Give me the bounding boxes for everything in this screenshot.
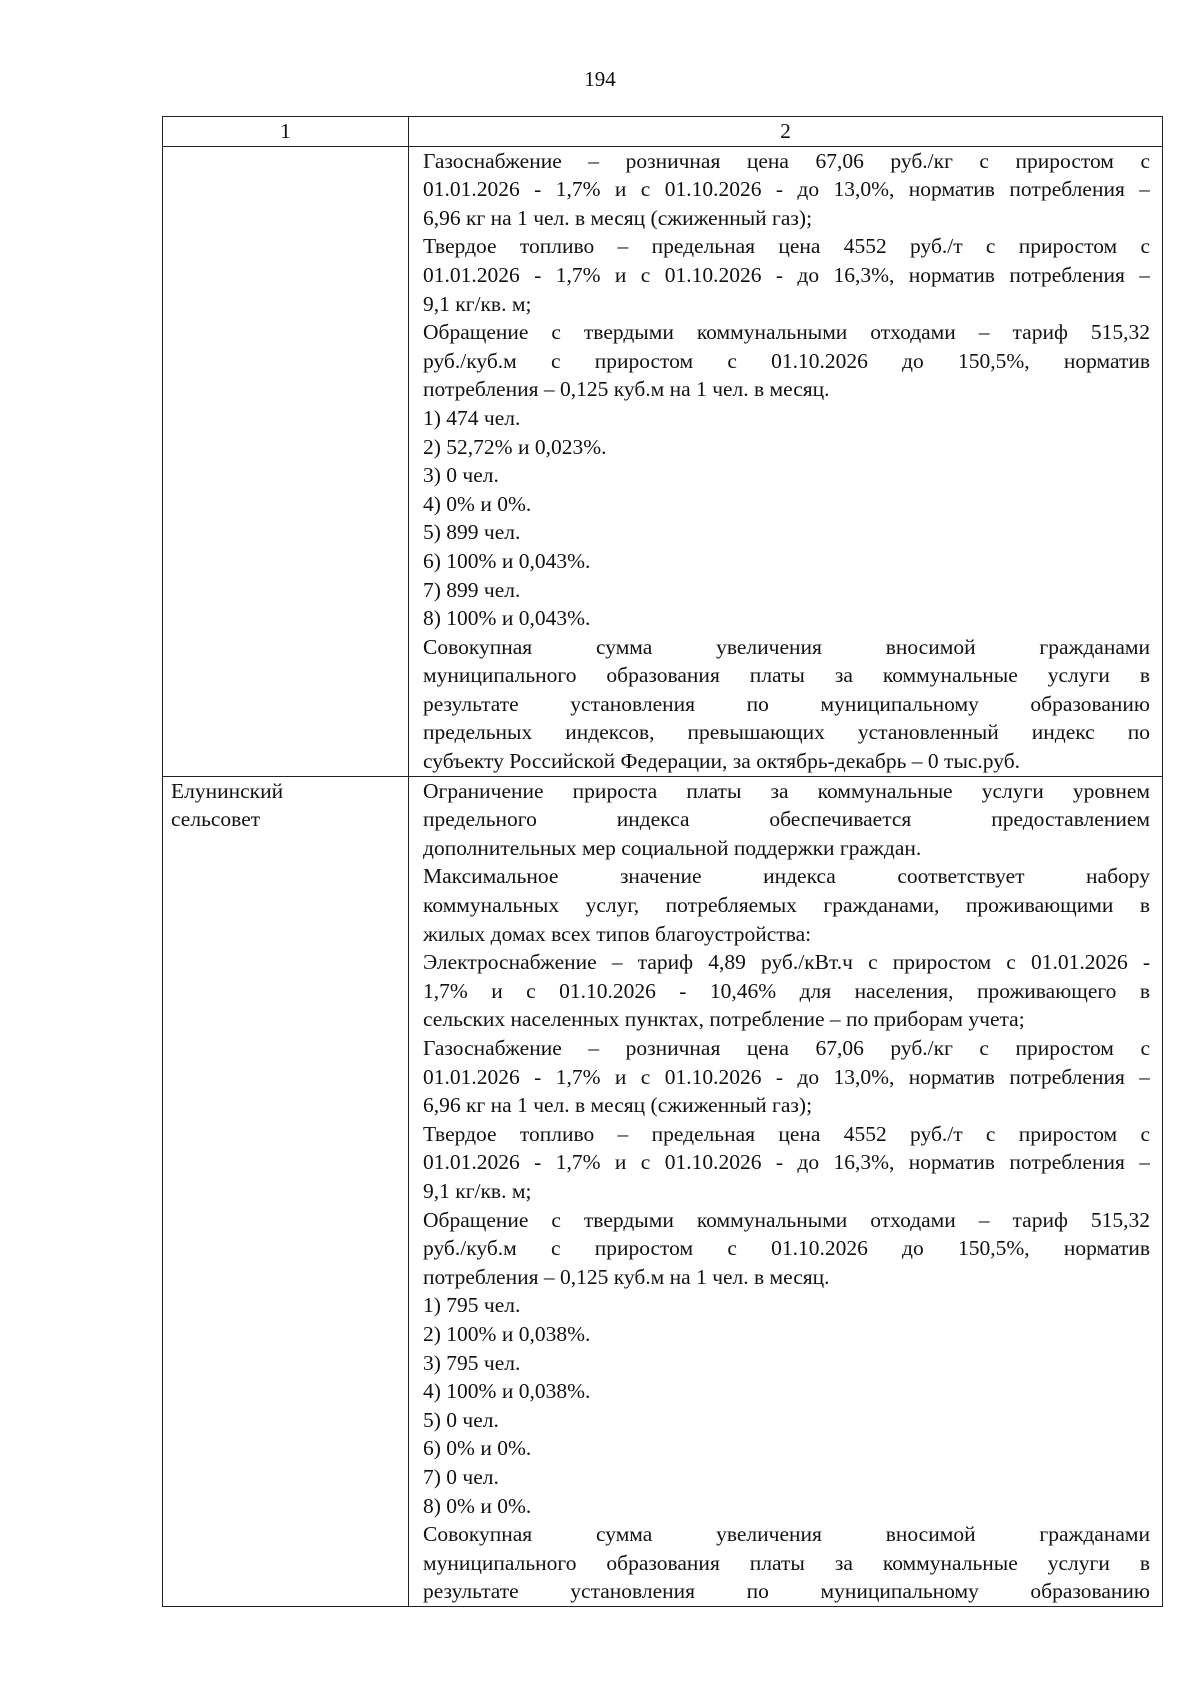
text-line: потребления – 0,125 куб.м на 1 чел. в месяц.	[423, 377, 830, 402]
municipality-name-cell	[163, 146, 409, 776]
text-line: 01.01.2026 - 1,7% и с 01.10.2026 - до 13,0%, норматив потребления –	[423, 1064, 1150, 1089]
column-header: 2	[409, 117, 1163, 147]
text-line: Обращение с твердыми коммунальными отходами – тариф 515,32	[423, 1207, 1150, 1232]
text-line: жилых домах всех типов благоустройства:	[423, 921, 812, 946]
text-line: 3) 795 чел.	[423, 1350, 521, 1375]
text-line: 2) 52,72% и 0,023%.	[423, 434, 607, 459]
text-line: предельного индекса обеспечивается предоставлением	[423, 807, 1150, 832]
table-row	[163, 776, 1163, 1606]
text-line: 5) 899 чел.	[423, 520, 521, 545]
text-line: 9,1 кг/кв. м;	[423, 291, 532, 316]
text-line: Совокупная сумма увеличения вносимой гражданами	[423, 1522, 1150, 1547]
description-cell	[409, 146, 1163, 776]
text-line: Обращение с твердыми коммунальными отходами – тариф 515,32	[423, 320, 1150, 345]
page-number: 194	[584, 67, 616, 91]
table-row	[163, 146, 1163, 776]
text-line: 6) 100% и 0,043%.	[423, 548, 591, 573]
text-line: 01.01.2026 - 1,7% и с 01.10.2026 - до 13,0%, норматив потребления –	[423, 177, 1150, 202]
text-line: потребления – 0,125 куб.м на 1 чел. в месяц.	[423, 1264, 830, 1289]
column-header: 1	[163, 117, 409, 147]
text-line: 2) 100% и 0,038%.	[423, 1321, 591, 1346]
text-line: Электроснабжение – тариф 4,89 руб./кВт.ч с приростом с 01.01.2026 -	[423, 950, 1150, 975]
text-line: 7) 0 чел.	[423, 1464, 499, 1489]
text-line: Газоснабжение – розничная цена 67,06 руб./кг с приростом с	[423, 148, 1150, 173]
text-line: руб./куб.м с приростом с 01.10.2026 до 150,5%, норматив	[423, 1236, 1150, 1261]
text-line: 6,96 кг на 1 чел. в месяц (сжиженный газ);	[423, 1093, 813, 1118]
text-line: 7) 899 чел.	[423, 577, 521, 602]
text-line: муниципального образования платы за коммунальные услуги в	[423, 663, 1150, 688]
text-line: 4) 0% и 0%.	[423, 491, 532, 516]
text-line: 4) 100% и 0,038%.	[423, 1379, 591, 1404]
table-header-row	[163, 117, 1163, 147]
text-line: 8) 0% и 0%.	[423, 1493, 532, 1518]
text-line: Твердое топливо – предельная цена 4552 руб./т с приростом с	[423, 1121, 1150, 1146]
text-line: 01.01.2026 - 1,7% и с 01.10.2026 - до 16,3%, норматив потребления –	[423, 262, 1150, 287]
text-line: 5) 0 чел.	[423, 1407, 499, 1432]
text-line: Максимальное значение индекса соответствует набору	[423, 864, 1150, 889]
text-line: Твердое топливо – предельная цена 4552 руб./т с приростом с	[423, 234, 1150, 259]
text-line: результате установления по муниципальному образованию	[423, 1579, 1150, 1604]
text-line: 01.01.2026 - 1,7% и с 01.10.2026 - до 16,3%, норматив потребления –	[423, 1150, 1150, 1175]
text-line: 1) 474 чел.	[423, 405, 521, 430]
text-line: руб./куб.м с приростом с 01.10.2026 до 150,5%, норматив	[423, 348, 1150, 373]
text-line: Газоснабжение – розничная цена 67,06 руб./кг с приростом с	[423, 1036, 1150, 1060]
text-line: 6,96 кг на 1 чел. в месяц (сжиженный газ);	[423, 205, 813, 230]
text-line: предельных индексов, превышающих установленный индекс по	[423, 720, 1150, 745]
text-line: сельских населенных пунктах, потребление – по приборам учета;	[423, 1007, 1025, 1032]
municipality-name-line: Елунинский	[171, 778, 284, 803]
text-line: результате установления по муниципальному образованию	[423, 691, 1150, 716]
text-line: 1,7% и с 01.10.2026 - 10,46% для населения, проживающего в	[423, 978, 1150, 1003]
text-line: 6) 0% и 0%.	[423, 1436, 532, 1461]
text-line: Ограничение прироста платы за коммунальные услуги уровнем	[423, 778, 1150, 803]
description-cell	[409, 776, 1163, 1606]
text-line: Совокупная сумма увеличения вносимой гражданами	[423, 634, 1150, 659]
text-line: 3) 0 чел.	[423, 463, 499, 488]
text-line: муниципального образования платы за коммунальные услуги в	[423, 1550, 1150, 1575]
text-line: 9,1 кг/кв. м;	[423, 1178, 532, 1203]
municipality-name-line: сельсовет	[171, 807, 261, 832]
text-line: коммунальных услуг, потребляемых гражданами, проживающими в	[423, 893, 1150, 918]
text-line: 1) 795 чел.	[423, 1293, 521, 1318]
data-table	[162, 116, 1163, 1607]
text-line: субъекту Российской Федерации, за октябрь-декабрь – 0 тыс.руб.	[423, 749, 1021, 774]
text-line: дополнительных мер социальной поддержки граждан.	[423, 835, 922, 860]
text-line: 8) 100% и 0,043%.	[423, 606, 591, 631]
municipality-name-cell	[163, 776, 409, 1606]
